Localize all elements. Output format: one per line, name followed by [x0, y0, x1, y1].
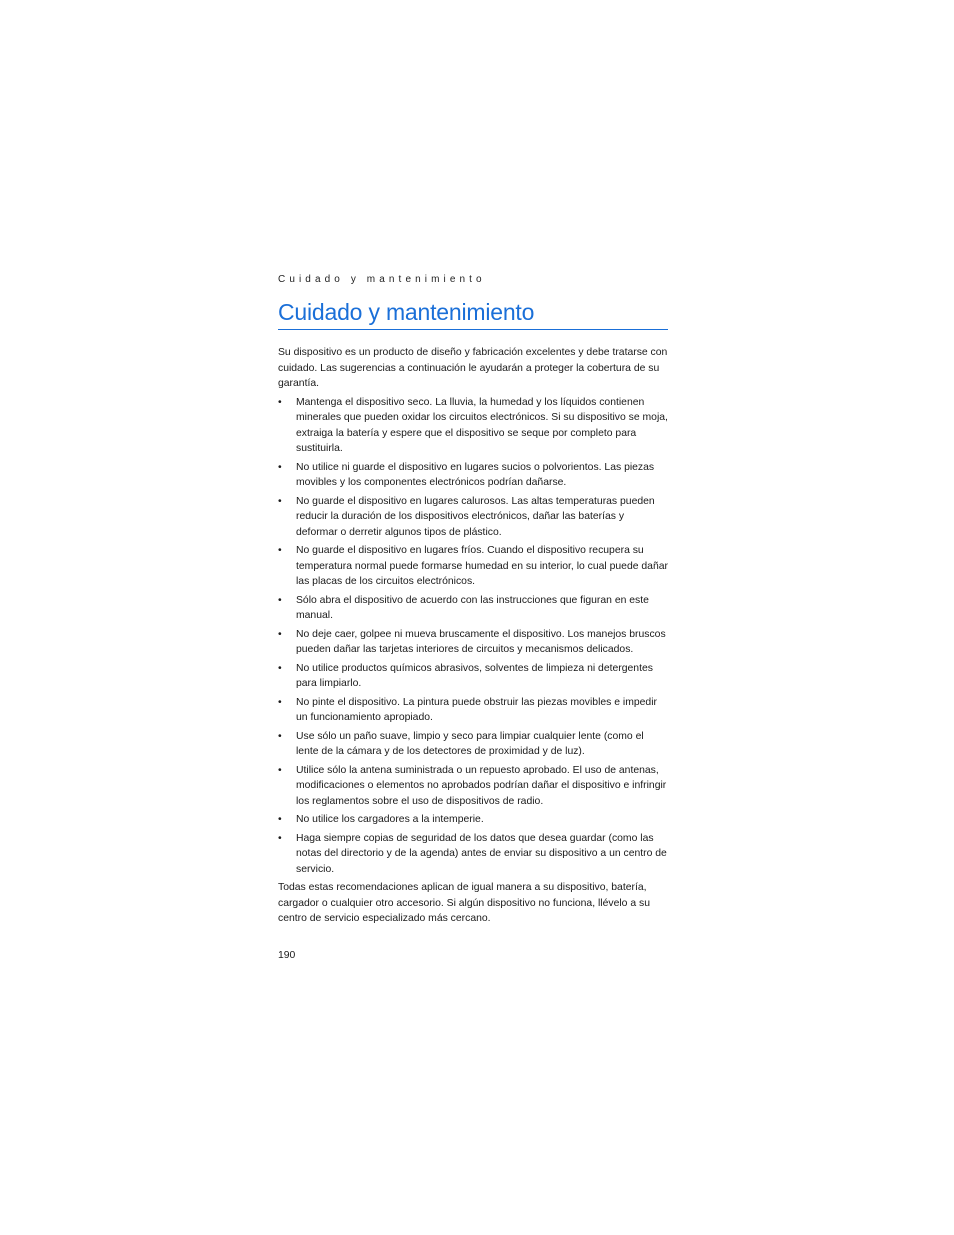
closing-paragraph: Todas estas recomendaciones aplican de igual manera a su dispositivo, batería, cargador o cualquier otro accesorio. Si algún dispositivo no funciona, llévelo a su centro de servicio especializado más cercano.	[278, 882, 650, 924]
list-item-text: No pinte el dispositivo. La pintura puede obstruir las piezas movibles e impedir un funcionamiento apropiado.	[296, 696, 657, 723]
bullet-marker: •	[278, 545, 282, 556]
list-item	[278, 627, 668, 658]
list-item	[278, 494, 668, 541]
list-item-text: No deje caer, golpee ni mueva bruscamente el dispositivo. Los manejos bruscos pueden dañar las tarjetas interiores de circuitos y mecanismos delicados.	[296, 628, 666, 655]
list-item-text: Haga siempre copias de seguridad de los datos que desea guardar (como las notas del directorio y de la agenda) antes de enviar su dispositivo a un centro de servicio.	[296, 832, 667, 875]
bullet-marker: •	[278, 495, 282, 507]
bullet-marker: •	[278, 461, 282, 473]
bullet-marker: •	[278, 396, 282, 408]
bullet-marker: •	[278, 730, 282, 742]
list-item	[278, 543, 668, 590]
list-item	[278, 593, 668, 624]
running-header: Cuidado y mantenimiento	[278, 274, 486, 285]
bullet-marker: •	[278, 696, 282, 708]
page-content	[278, 273, 668, 963]
bullet-marker: •	[278, 832, 282, 844]
section-body	[278, 345, 668, 927]
intro-paragraph: Su dispositivo es un producto de diseño y fabricación excelentes y debe tratarse con cuidado. Las sugerencias a continuación le ayudarán a proteger la cobertura de su garantía.	[278, 347, 668, 389]
list-item-text: Use sólo un paño suave, limpio y seco para limpiar cualquier lente (como el lente de la cámara y de los detectores de proximidad y de luz).	[296, 730, 644, 757]
list-item-text: No guarde el dispositivo en lugares fríos. Cuando el dispositivo recupera su temperatura normal puede formarse humedad en su interior, lo cual puede dañar las placas de los circuitos electrónicos.	[296, 545, 668, 587]
list-item	[278, 395, 668, 457]
list-item	[278, 812, 668, 828]
list-item-text: Utilice sólo la antena suministrada o un repuesto aprobado. El uso de antenas, modificaciones o elementos no aprobados podrían dañar el dispositivo e infringir los reglamentos sobre el uso de dispositivos de radio.	[296, 764, 667, 807]
list-item-text: No utilice ni guarde el dispositivo en lugares sucios o polvorientos. Las piezas movibles y los componentes electrónicos podrían dañarse.	[296, 461, 655, 488]
bullet-marker: •	[278, 662, 282, 674]
list-item	[278, 661, 668, 692]
page-number: 190	[278, 949, 296, 961]
care-tips-list	[278, 395, 668, 878]
bullet-marker: •	[278, 764, 282, 776]
list-item	[278, 831, 668, 878]
bullet-marker: •	[278, 628, 282, 640]
list-item	[278, 763, 668, 810]
list-item-text: No utilice los cargadores a la intemperie.	[296, 814, 484, 825]
section-title: Cuidado y mantenimiento	[278, 297, 668, 330]
bullet-marker: •	[278, 594, 282, 606]
list-item-text: Sólo abra el dispositivo de acuerdo con las instrucciones que figuran en este manual.	[296, 594, 649, 621]
list-item	[278, 729, 668, 760]
list-item-text: Mantenga el dispositivo seco. La lluvia, la humedad y los líquidos contienen minerales que pueden oxidar los circuitos electrónicos. Si su dispositivo se moja, extraiga la batería y espere que el dispositivo se seque por completo para sustituirla.	[296, 396, 668, 454]
list-item-text: No guarde el dispositivo en lugares calurosos. Las altas temperaturas pueden reducir la duración de los dispositivos electrónicos, dañar las baterías y deformar o derretir algunos tipos de plástico.	[296, 495, 655, 538]
list-item	[278, 695, 668, 726]
bullet-marker: •	[278, 814, 282, 825]
list-item-text: No utilice productos químicos abrasivos, solventes de limpieza ni detergentes para limpiarlo.	[296, 662, 653, 689]
list-item	[278, 460, 668, 491]
